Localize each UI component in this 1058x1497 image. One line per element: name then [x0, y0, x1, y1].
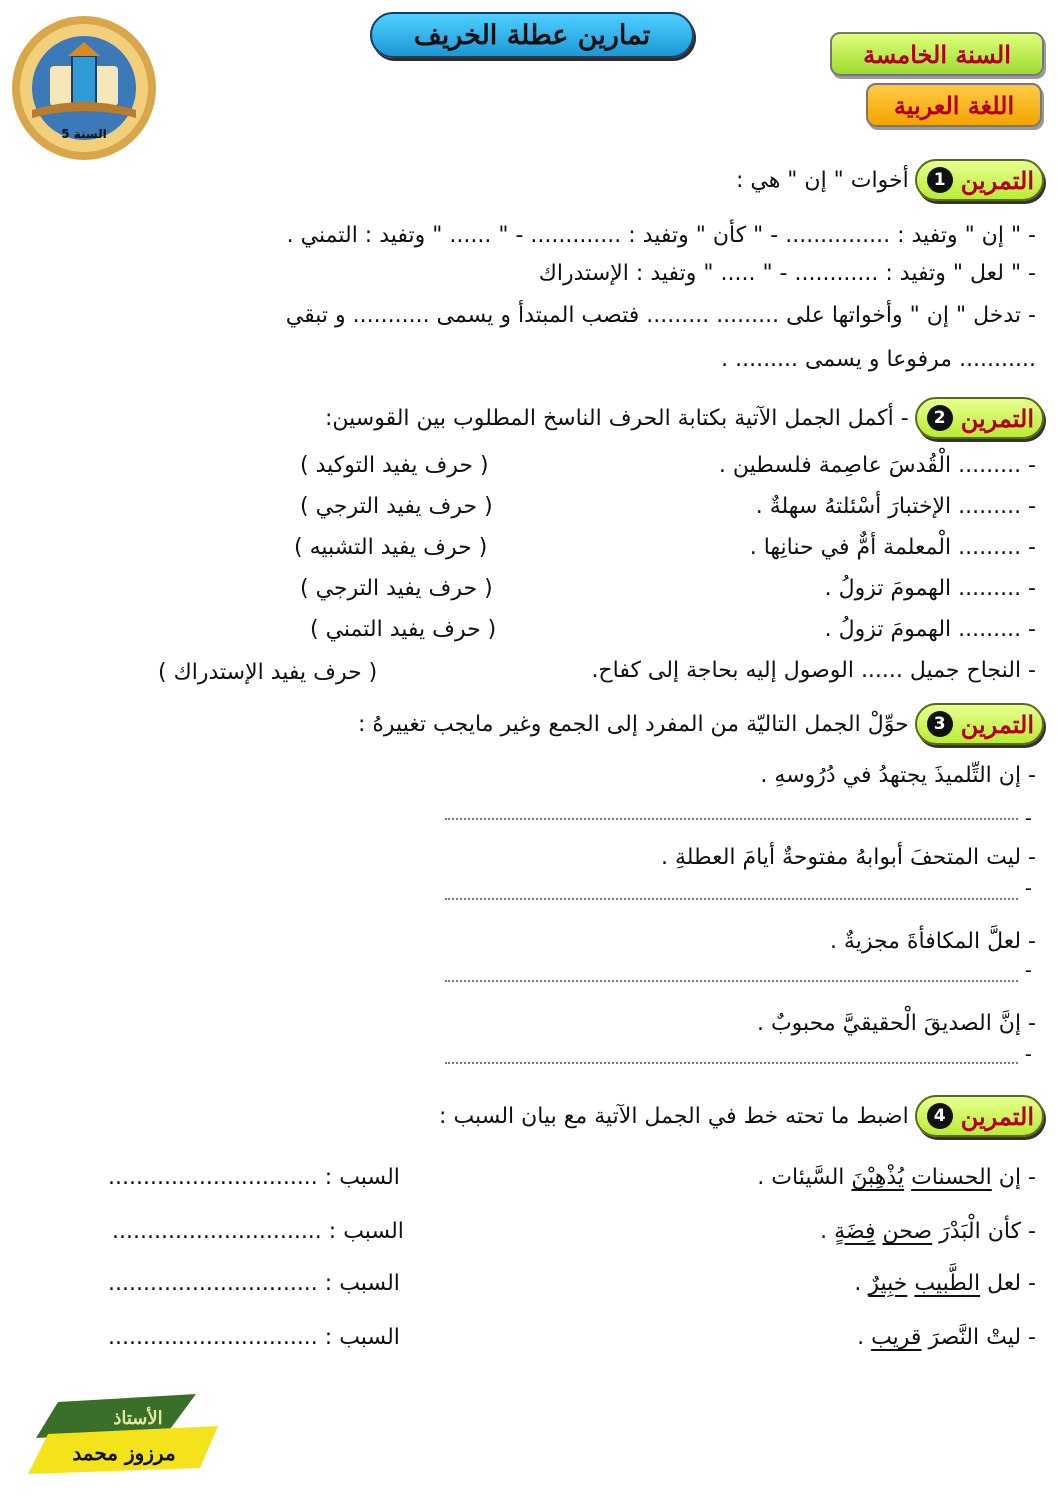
exercise2-label: التمرين 2: [915, 397, 1044, 439]
exercise2-hint: ( حرف يفيد الإستدراك ): [158, 660, 378, 685]
underlined-word: الحسنات: [911, 1165, 992, 1190]
exercise4-header: [439, 1094, 1044, 1138]
exercise1-label: التمرين 1: [915, 159, 1044, 201]
underlined-word: فِضَةٍ: [834, 1219, 876, 1244]
school-badge-logo: [10, 14, 158, 162]
exercise2-hint: ( حرف يفيد الترجي ): [300, 576, 493, 601]
exercise2-hint: ( حرف يفيد الترجي ): [300, 494, 493, 519]
exercise3-sentence: - لعلَّ المكافأةَ مجزيةٌ .: [829, 929, 1036, 954]
reason-label: السبب :: [324, 1165, 400, 1190]
exercise4-number: 4: [927, 1103, 953, 1129]
exercise2-hint: ( حرف يفيد التوكيد ): [300, 453, 489, 478]
exercise2-number: 2: [927, 405, 953, 431]
exercise2-sentence: - ......... الْقُدسَ عاصِمة فلسطين .: [718, 453, 1036, 478]
exercise4-sentence: - كأن الْبَدْرَ صحن فِضَةٍ .: [820, 1219, 1036, 1244]
badge-text: السنة 5: [61, 127, 107, 141]
reason-dots[interactable]: ..............................: [108, 1325, 318, 1350]
answer-line[interactable]: [445, 898, 1018, 900]
exercise4-label: التمرين 4: [915, 1095, 1044, 1137]
reason-line: [108, 1322, 400, 1354]
subject-tag: اللغة العربية: [866, 83, 1042, 127]
underlined-word: خبِيرٌ: [868, 1271, 908, 1296]
exercise4-sentence: - لعل الطَّبيب خبِيرٌ .: [854, 1271, 1036, 1296]
exercise2-sentence: - ......... الهمومَ تزولُ .: [824, 617, 1036, 642]
exercise3-sentence: - إن التِّلميذَ يجتهدُ في دُرُوسهِ .: [760, 763, 1036, 788]
teacher-signature: [18, 1388, 228, 1478]
reason-dots[interactable]: ..............................: [112, 1219, 322, 1244]
exercise1-line3: - تدخل " إن " وأخواتها على ......... ......... فتصب المبتدأ و يسمى ........... و تبقي: [285, 303, 1036, 328]
answer-dash: -: [1024, 806, 1032, 830]
exercise4-heading: اضبط ما تحته خط في الجمل الآتية مع بيان السبب :: [439, 1103, 909, 1129]
reason-line: [112, 1216, 404, 1248]
exercise2-sentence: - ......... الإختبارَ أسْئلتهُ سهلةٌ .: [755, 494, 1036, 519]
exercise3-sentence: - إنَّ الصديقَ الْحقيقيَّ محبوبٌ .: [756, 1011, 1036, 1036]
exercise3-sentence: - ليت المتحفَ أبوابهُ مفتوحةٌ أيامَ العطلةِ .: [660, 845, 1036, 870]
answer-dash: -: [1024, 958, 1032, 982]
reason-dots[interactable]: ..............................: [108, 1271, 318, 1296]
page-title: تمارين عطلة الخريف: [370, 12, 694, 58]
exercise2-header: [325, 396, 1044, 440]
exercise4-sentence: - إن الحسنات يُذْهِبْنَ السَّيئات .: [757, 1165, 1036, 1190]
exercise1-line2: - " لعل " وتفيد : ............ - " ..... " وتفيد : الإستدراك: [538, 261, 1036, 286]
reason-line: [108, 1162, 400, 1194]
underlined-word: يُذْهِبْنَ: [851, 1165, 905, 1190]
underlined-word: صحن: [882, 1219, 933, 1244]
exercise2-sentence: - ......... الْمعلمة أمٌّ في حنانِها .: [749, 535, 1036, 560]
exercise1-line1: - " إن " وتفيد : ............... - " كأن " وتفيد : ............. - " ...... " وتفيد : التمني .: [286, 223, 1036, 248]
underlined-word: قريب: [871, 1325, 922, 1350]
underlined-word: الطَّبيب: [914, 1271, 981, 1296]
exercise2-heading: - أكمل الجمل الآتية بكتابة الحرف الناسخ المطلوب بين القوسين:: [324, 405, 909, 431]
reason-line: [108, 1268, 400, 1300]
answer-line[interactable]: [445, 980, 1018, 982]
exercise1-line4: ........... مرفوعا و يسمى ......... .: [721, 347, 1036, 372]
reason-label: السبب :: [324, 1325, 400, 1350]
exercise4-sentence: - ليتْ النَّصرَ قريب .: [857, 1325, 1036, 1350]
exercise2-sentence: - ......... الهمومَ تزولُ .: [824, 576, 1036, 601]
exercise3-header: [358, 702, 1044, 746]
teacher-name: مرزوز محمد: [72, 1441, 176, 1465]
year-tag: السنة الخامسة: [830, 32, 1044, 76]
answer-line[interactable]: [445, 818, 1018, 820]
exercise3-heading: حوِّلْ الجمل التاليّة من المفرد إلى الجمع وغير مايجب تغييرهُ :: [357, 711, 909, 737]
reason-label: السبب :: [324, 1271, 400, 1296]
answer-dash: -: [1024, 1042, 1032, 1066]
exercise2-hint: ( حرف يفيد التمني ): [310, 617, 497, 642]
answer-dash: -: [1024, 876, 1032, 900]
teacher-title: الأستاذ: [113, 1408, 163, 1429]
answer-line[interactable]: [445, 1062, 1018, 1064]
exercise2-hint: ( حرف يفيد التشبيه ): [294, 535, 488, 560]
exercise1-header: [736, 158, 1044, 202]
exercise2-sentence: - النجاح جميل ...... الوصول إليه بحاجة إلى كفاح.: [591, 658, 1036, 683]
reason-dots[interactable]: ..............................: [108, 1165, 318, 1190]
exercise3-number: 3: [927, 711, 953, 737]
exercise1-number: 1: [927, 167, 953, 193]
reason-label: السبب :: [328, 1219, 404, 1244]
exercise3-label: التمرين 3: [915, 703, 1044, 745]
exercise1-heading: أخوات " إن " هي :: [735, 167, 909, 193]
